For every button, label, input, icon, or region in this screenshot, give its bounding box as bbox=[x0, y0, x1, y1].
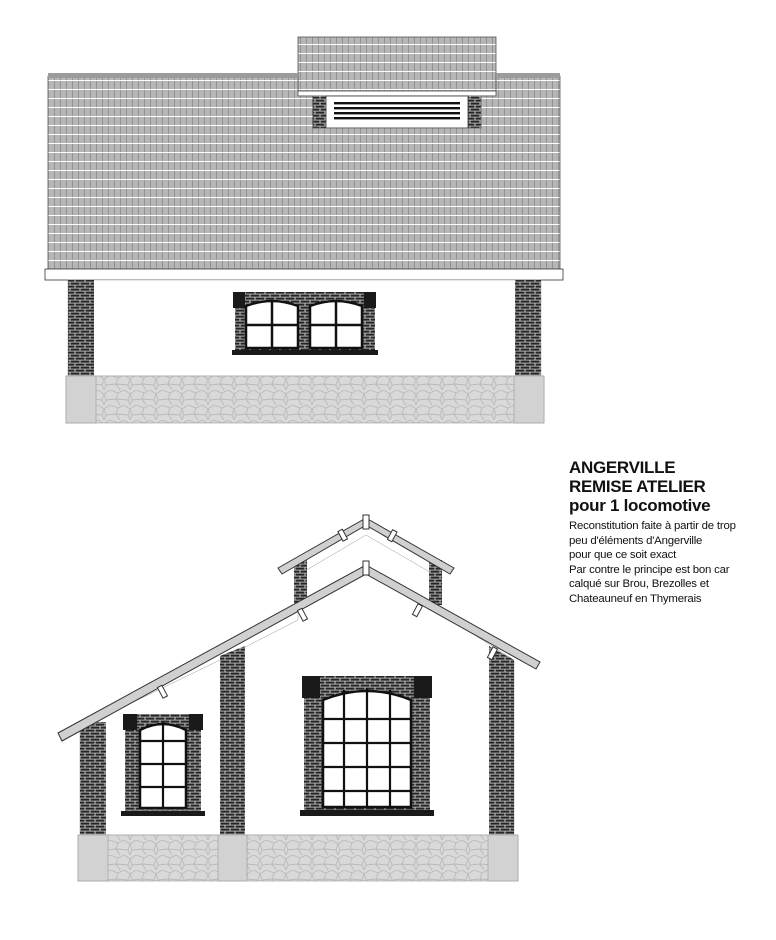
base-block-right bbox=[514, 376, 544, 423]
caption-body-line-3: pour que ce soit exact bbox=[569, 549, 677, 562]
brick-pier-1 bbox=[80, 722, 106, 835]
stone-base bbox=[66, 376, 544, 423]
caption-body-line-4: Par contre le principe est bon car bbox=[569, 563, 730, 576]
caption-body bbox=[569, 519, 769, 607]
caption-body-line-1: Reconstitution faite à partir de trop bbox=[569, 520, 736, 532]
dormer-brick-left bbox=[313, 96, 326, 128]
caption-block bbox=[569, 458, 769, 607]
roof-ridge-left bbox=[48, 73, 298, 78]
gable-base-block-3 bbox=[488, 835, 518, 881]
caption-body-line-6: Chateauneuf en Thymerais bbox=[569, 592, 702, 605]
brick-pier-left bbox=[68, 280, 94, 376]
caption-title-line-2: REMISE ATELIER bbox=[569, 477, 706, 496]
base-block-left bbox=[66, 376, 96, 423]
caption-body-line-2: peu d'éléments d'Angerville bbox=[569, 534, 703, 547]
gable-elevation bbox=[58, 515, 540, 881]
small-arched-window bbox=[121, 714, 205, 816]
caption-title-line-3: pour 1 locomotive bbox=[569, 496, 711, 515]
dormer-roof bbox=[298, 37, 496, 92]
top-elevation bbox=[45, 37, 563, 423]
caption-body-line-5: calqué sur Brou, Brezolles et bbox=[569, 578, 709, 591]
brick-pier-2 bbox=[220, 646, 245, 835]
dormer-brick-right bbox=[468, 96, 481, 128]
main-roof bbox=[48, 76, 560, 270]
brick-pier-right bbox=[515, 280, 541, 376]
brick-pier-3 bbox=[489, 646, 514, 835]
caption-title bbox=[569, 458, 769, 515]
large-arched-window bbox=[300, 676, 434, 816]
gable-base-block-1 bbox=[78, 835, 108, 881]
roof-eave-fascia bbox=[45, 269, 563, 280]
gable-stone-base bbox=[78, 835, 518, 881]
caption-title-line-1: ANGERVILLE bbox=[569, 458, 676, 477]
twin-window bbox=[232, 292, 378, 355]
roof-ridge-right bbox=[496, 73, 560, 78]
dormer-fascia bbox=[296, 91, 498, 96]
gable-base-block-2 bbox=[218, 835, 247, 881]
